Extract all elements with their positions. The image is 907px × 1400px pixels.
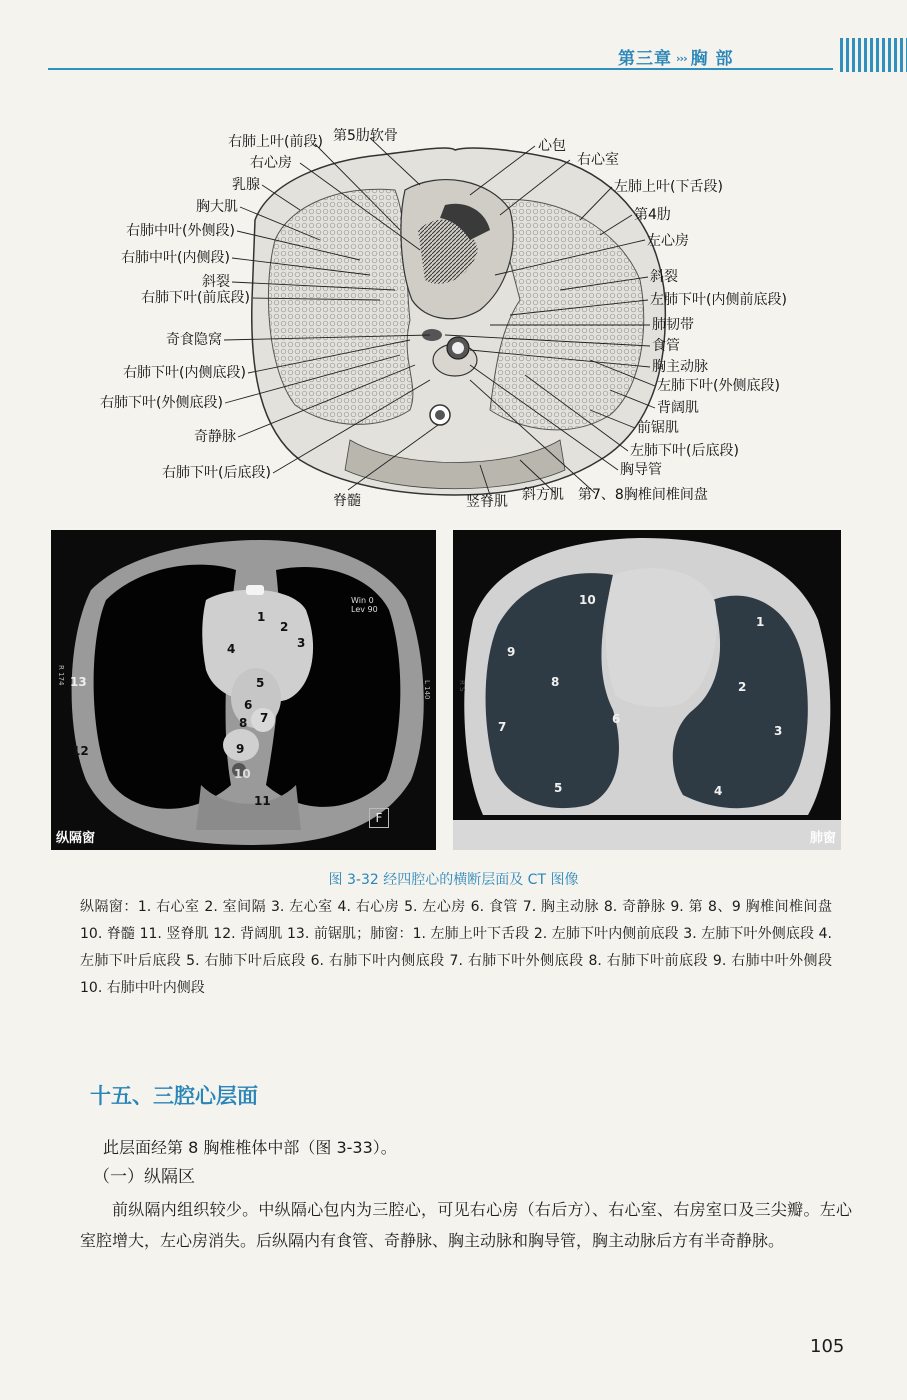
- atlas-label: 前锯肌: [637, 420, 679, 436]
- atlas-label: 左肺下叶(内侧前底段): [650, 292, 787, 308]
- atlas-label: 第7、8胸椎间椎间盘: [578, 487, 708, 503]
- atlas-label: 脊髓: [333, 493, 361, 509]
- header-decoration: [840, 38, 907, 72]
- ct-side-marker: L 140: [423, 680, 431, 700]
- ct-label: 2: [738, 680, 747, 694]
- atlas-label: 右肺上叶(前段): [228, 134, 323, 150]
- atlas-label: 胸大肌: [196, 199, 238, 215]
- body-paragraph: 前纵隔内组织较少。中纵隔心包内为三腔心，可见右心房（右后方）、右心室、右房室口及三尖瓣。左心室腔增大，左心房消失。后纵隔内有食管、奇静脉、胸主动脉和胸导管，胸主动脉后方有半奇静脉。: [80, 1200, 852, 1250]
- atlas-label: 右肺下叶(前底段): [141, 290, 250, 306]
- ct-label: 6: [244, 698, 253, 712]
- ct-label: 4: [714, 784, 723, 798]
- atlas-label: 右肺下叶(内侧底段): [123, 365, 246, 381]
- atlas-label: 左肺下叶(后底段): [630, 443, 739, 459]
- figure-legend: 纵隔窗：1. 右心室 2. 室间隔 3. 左心室 4. 右心房 5. 左心房 6. 食管 7. 胸主动脉 8. 奇静脉 9. 第 8、9 胸椎间椎间盘 10. 脊髓 11. 竖脊肌 12. 背阔肌 13. 前锯肌；肺窗：1. 左肺上叶下舌段 2. 左肺下叶内侧前底段 3. 左肺下叶外侧底段 4. 左肺下叶后底段 5. 右肺下叶后底段 6. 右肺下叶内侧底段 7. 右肺下叶外侧底段 8. 右肺下叶前底段 9. 右肺中叶外侧段 10. 右肺中叶内侧段: [80, 899, 832, 996]
- atlas-label: 右心房: [250, 155, 292, 171]
- atlas-label: 右心室: [577, 152, 619, 168]
- ct-right-caption: 肺窗: [809, 831, 836, 846]
- ct-label: 3: [774, 724, 783, 738]
- atlas-label: 左心房: [647, 233, 689, 249]
- anatomical-cross-section: [0, 110, 907, 520]
- atlas-label: 胸主动脉: [652, 359, 708, 375]
- ct-label: 7: [260, 711, 269, 725]
- atlas-label: 左肺上叶(下舌段): [614, 179, 723, 195]
- section-heading: 十五、三腔心层面: [90, 1084, 258, 1108]
- ct-corner-marker: F: [369, 808, 389, 828]
- ct-left-caption: 纵隔窗: [56, 831, 96, 846]
- atlas-label: 右肺中叶(外侧段): [126, 223, 235, 239]
- atlas-label: 肺韧带: [652, 317, 694, 333]
- ct-label: 6: [612, 712, 621, 726]
- subsection-heading: （一）纵隔区: [93, 1167, 195, 1187]
- atlas-label: 胸导管: [620, 462, 662, 478]
- ct-mediastinal-window: [51, 530, 436, 850]
- atlas-label: 奇静脉: [194, 429, 236, 445]
- ct-label: 9: [507, 645, 516, 659]
- chapter-label: 第三章: [618, 49, 672, 69]
- page-number: 105: [810, 1336, 845, 1357]
- ct-label: 7: [498, 720, 507, 734]
- ct-side-marker: R 174: [57, 665, 65, 686]
- ct-label: 9: [236, 742, 245, 756]
- ct-label: 4: [227, 642, 236, 656]
- atlas-label: 左肺下叶(外侧底段): [657, 378, 780, 394]
- atlas-label: 斜裂: [650, 269, 678, 285]
- ct-side-marker: R S: [458, 680, 466, 692]
- ct-label: 3: [297, 636, 306, 650]
- ct-label: 5: [256, 676, 265, 690]
- atlas-label: 右肺下叶(外侧底段): [100, 395, 223, 411]
- atlas-label: 第5肋软骨: [333, 128, 398, 144]
- ct-label: 10: [234, 767, 251, 781]
- atlas-label: 右肺下叶(后底段): [162, 465, 271, 481]
- ct-label: 8: [551, 675, 560, 689]
- ct-label: 1: [756, 615, 765, 629]
- atlas-label: 心包: [538, 138, 566, 154]
- ct-label: 10: [579, 593, 596, 607]
- ct-window-readout: Win 0: [351, 596, 374, 605]
- ct-label: 8: [239, 716, 248, 730]
- atlas-label: 奇食隐窝: [166, 332, 222, 348]
- atlas-label: 右肺中叶(内侧段): [121, 250, 230, 266]
- running-header: [618, 44, 734, 69]
- atlas-label: 背阔肌: [657, 400, 699, 416]
- ct-label: 2: [280, 620, 289, 634]
- atlas-label: 乳腺: [232, 177, 260, 193]
- atlas-label: 竖脊肌: [466, 494, 508, 510]
- header-arrows: ›››: [676, 52, 687, 65]
- ct-lung-window: [453, 530, 841, 850]
- ct-label: 11: [254, 794, 271, 808]
- ct-label: 1: [257, 610, 266, 624]
- ct-level-readout: Lev 90: [351, 605, 378, 614]
- cross-section-drawing: [0, 110, 907, 520]
- section-label: 胸 部: [690, 49, 734, 69]
- atlas-label: 斜裂: [202, 274, 230, 290]
- ct-label: 5: [554, 781, 563, 795]
- atlas-label: 斜方肌: [522, 487, 564, 503]
- atlas-label: 食管: [652, 338, 680, 354]
- ct-label: 12: [72, 744, 89, 758]
- intro-paragraph: 此层面经第 8 胸椎椎体中部（图 3-33）。: [103, 1138, 397, 1157]
- ct-label: 13: [70, 675, 87, 689]
- figure-caption: 图 3-32 经四腔心的横断层面及 CT 图像: [328, 872, 579, 888]
- atlas-label: 第4肋: [634, 207, 671, 223]
